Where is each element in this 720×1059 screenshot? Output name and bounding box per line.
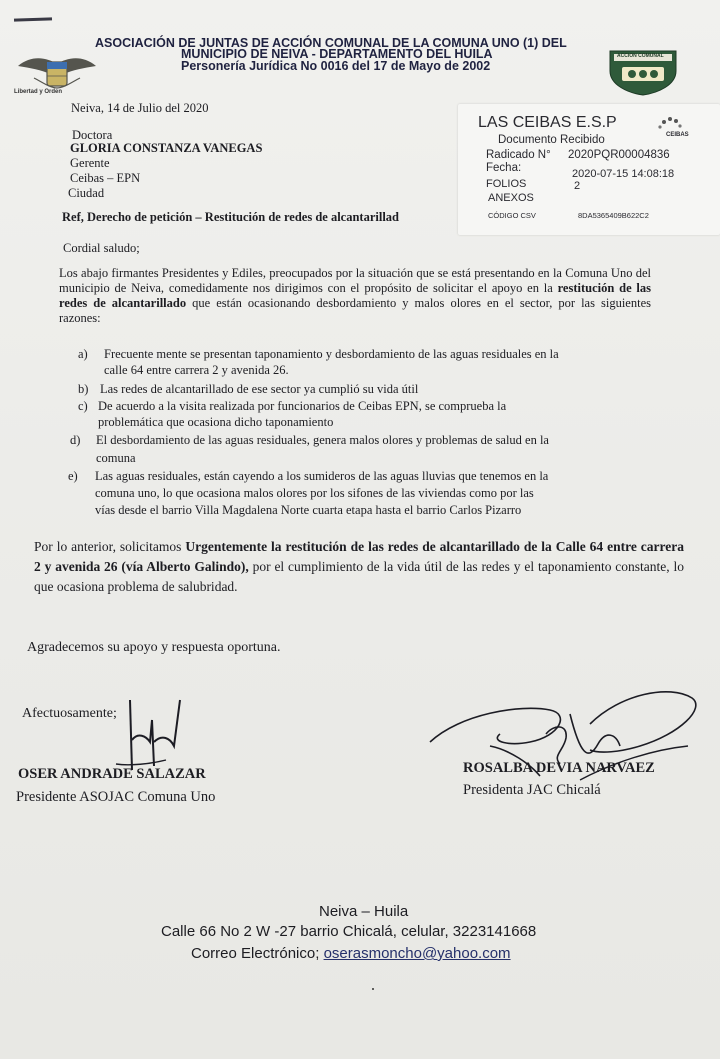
- list-item-letter: b): [78, 382, 89, 396]
- list-item-line: comuna uno, lo que ocasiona malos olores por los sifones de las viviendas como por las: [95, 486, 534, 500]
- header-line-1: ASOCIACIÓN DE JUNTAS DE ACCIÓN COMUNAL DE LA COMUNA UNO (1) DEL: [95, 36, 567, 50]
- footer-city: Neiva – Huila: [319, 903, 409, 920]
- signer-1-name: OSER ANDRADE SALAZAR: [18, 766, 206, 782]
- signer-1-title: Presidente ASOJAC Comuna Uno: [16, 789, 216, 805]
- footer-address: Calle 66 No 2 W -27 barrio Chicalá, celular, 3223141668: [161, 923, 537, 940]
- footer-email-line: [191, 945, 511, 962]
- stamp-folios-label: FOLIOS: [486, 178, 527, 190]
- signature-1: [110, 680, 200, 780]
- list-item-line: calle 64 entre carrera 2 y avenida 26.: [104, 363, 289, 377]
- list-item-line: De acuerdo a la visita realizada por funcionarios de Ceibas EPN, se comprueba la: [98, 399, 507, 413]
- pen-mark: [14, 17, 52, 21]
- recipient-city: Ciudad: [68, 186, 105, 200]
- intro-text-2: que están ocasionando desbordamiento y malos olores en el sector, por las siguientes razones:: [59, 296, 651, 325]
- thanks-line: Agradecemos su apoyo y respuesta oportuna.: [27, 640, 281, 655]
- list-item-line: Las redes de alcantarillado de ese sector ya cumplió su vida útil: [100, 382, 419, 396]
- list-item-line: Las aguas residuales, están cayendo a los sumideros de las aguas lluvias que tenemos en la: [95, 469, 549, 483]
- stamp-radicado-label: Radicado N°: [486, 149, 551, 161]
- closing-line: Afectuosamente;: [22, 706, 117, 721]
- stamp-csv-label: CÓDIGO CSV: [488, 211, 536, 220]
- recipient-company: Ceibas – EPN: [70, 171, 141, 185]
- recipient-name: GLORIA CONSTANZA VANEGAS: [70, 141, 263, 155]
- signer-2-name: ROSALBA DEVIA NARVAEZ: [463, 760, 655, 776]
- accion-comunal-caption: ACCION COMUNAL: [617, 53, 664, 59]
- stamp-csv-value: 8DA5365409B622C2: [578, 211, 649, 220]
- recipient-position: Gerente: [70, 156, 110, 170]
- stamp-fecha-label: Fecha:: [486, 162, 522, 174]
- list-item-line: problemática que ocasiona dicho taponamiento: [98, 415, 334, 429]
- footer-email-link[interactable]: oserasmoncho@yahoo.com: [323, 945, 511, 962]
- header-line-2: MUNICIPIO DE NEIVA - DEPARTAMENTO DEL HUILA: [181, 47, 493, 61]
- signer-2-title: Presidenta JAC Chicalá: [463, 782, 601, 798]
- stamp-radicado-value: 2020PQR00004836: [568, 149, 670, 161]
- reference-line: Ref, Derecho de petición – Restitución de redes de alcantarillad: [62, 210, 399, 224]
- request-text-2: por el cumplimiento de la vida útil de las redes y el taponamiento constante, lo que ocasiona problema de salubridad.: [34, 559, 685, 594]
- stamp-folios-value: 2: [574, 180, 581, 192]
- stamp-document-label: Documento Recibido: [498, 134, 605, 146]
- recipient-title: Doctora: [72, 128, 113, 142]
- list-item-letter: c): [78, 399, 88, 413]
- header-line-3: Personería Jurídica No 0016 del 17 de Mayo de 2002: [181, 59, 491, 73]
- request-text-bold: Urgentemente la restitución de las redes de alcantarillado de la Calle 64 entre carrera 2 y avenida 26 (vía Alberto Galindo),: [34, 539, 685, 574]
- intro-text-bold: restitución de las redes de alcantarillado: [59, 281, 652, 310]
- stamp-company: LAS CEIBAS E.S.P: [478, 114, 617, 131]
- list-item-line: comuna: [96, 451, 136, 465]
- request-paragraph: [34, 537, 684, 597]
- intro-paragraph: [59, 266, 651, 326]
- request-text-1: Por lo anterior, solicitamos: [34, 539, 186, 554]
- signature-2: [420, 684, 710, 794]
- list-item-letter: e): [68, 469, 78, 483]
- list-item-letter: d): [70, 433, 81, 447]
- footer-email-label: Correo Electrónico;: [191, 945, 324, 962]
- list-item-letter: a): [78, 347, 88, 361]
- intro-text-1: Los abajo firmantes Presidentes y Ediles, preocupados por la situación que se está presentando en la Comuna Uno del municipio de Neiva, comedidamente nos dirigimos con el propósito de solicitar el apoyo en la: [59, 266, 651, 295]
- list-item-line: vías desde el barrio Villa Magdalena Norte cuarta etapa hasta el barrio Carlos Pizarro: [95, 503, 522, 517]
- stamp-anexos-label: ANEXOS: [488, 192, 534, 204]
- stamp-fecha-value: 2020-07-15 14:08:18: [572, 168, 675, 180]
- dot-mark: [372, 988, 374, 990]
- coat-of-arms-caption: Libertad y Orden: [14, 89, 63, 95]
- list-item-line: Frecuente mente se presentan taponamiento y desbordamiento de las aguas residuales en la: [104, 347, 559, 361]
- list-item-line: El desbordamiento de las aguas residuales, genera malos olores y problemas de salud en la: [96, 433, 549, 447]
- greeting: Cordial saludo;: [63, 241, 140, 255]
- letter-date: Neiva, 14 de Julio del 2020: [71, 101, 209, 115]
- received-stamp: [458, 104, 720, 235]
- stamp-logo-text: CEIBAS: [666, 132, 689, 138]
